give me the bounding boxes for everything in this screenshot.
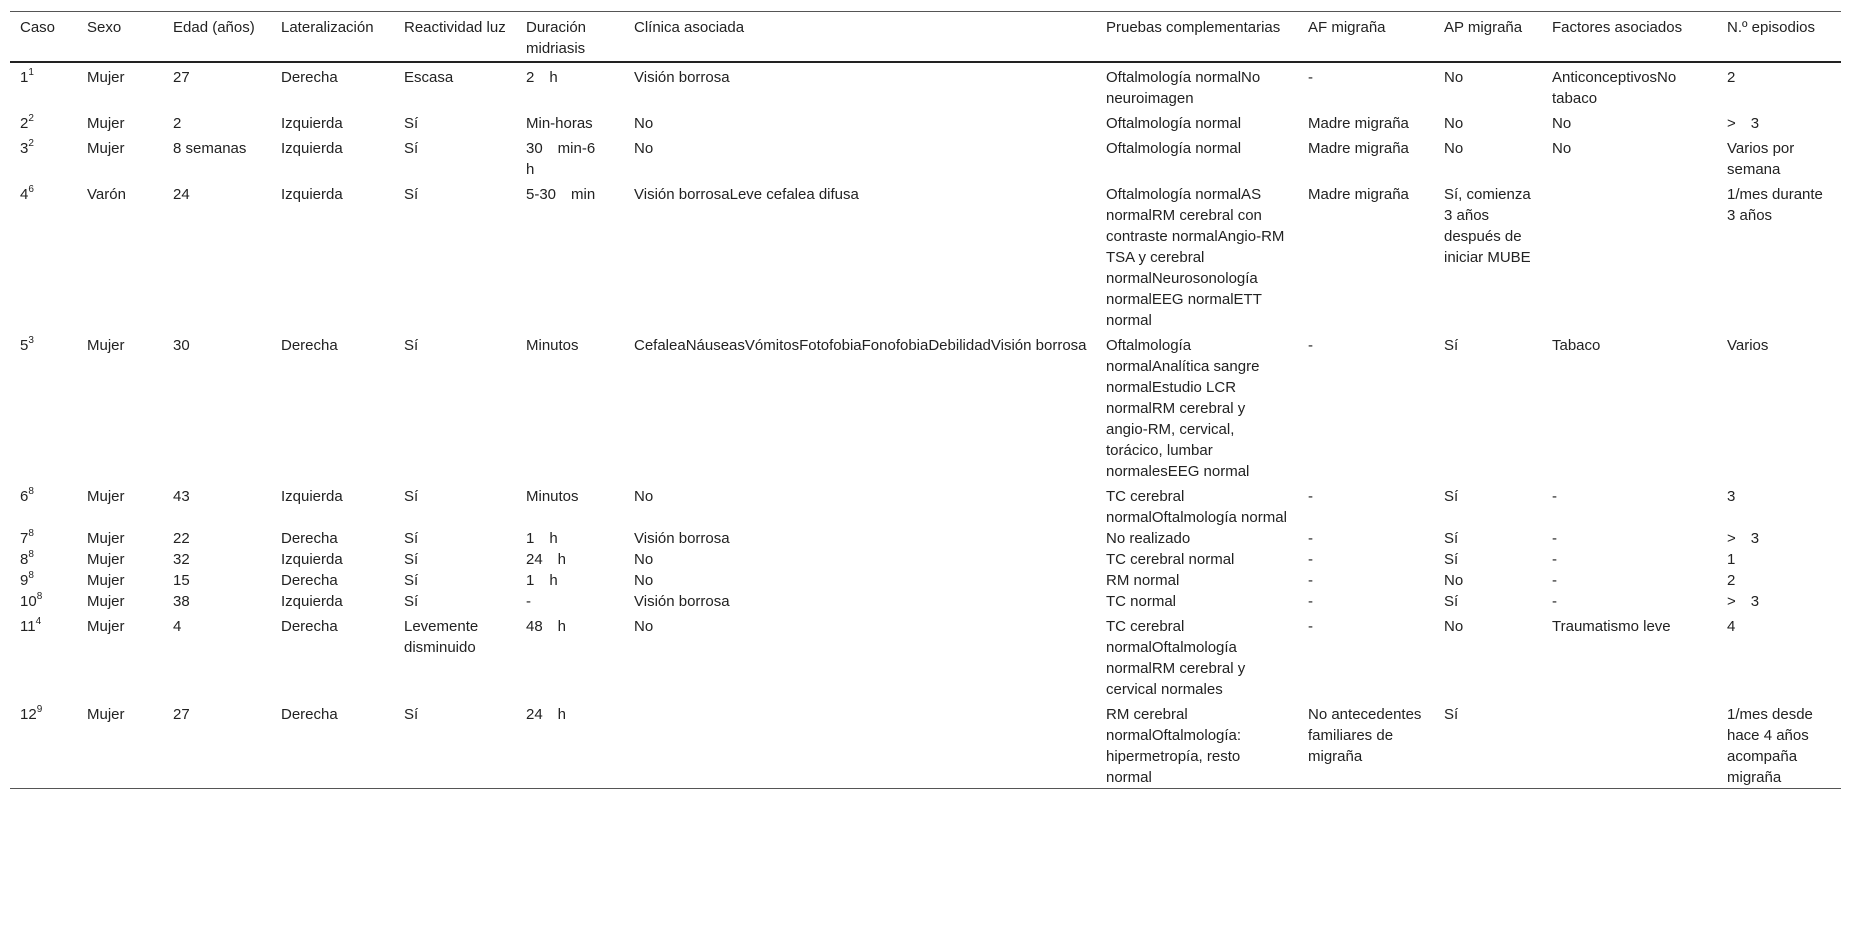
header-ap-migrana: AP migraña [1444,19,1523,36]
table-row [10,180,1841,331]
cell-edad: 8 semanas [173,140,247,157]
cell-lateralizacion: Izquierda [281,551,343,568]
table-row [10,134,1841,180]
case-number: 7 [20,530,29,547]
cell-pruebas: Oftalmología normalAS normalRM cerebral con contraste normalAngio-RM TSA y cerebral normalNeurosonología normalEEG normalETT normal [1106,186,1285,329]
header-edad: Edad (años) [173,19,255,36]
reference-superscript: 4 [35,616,42,627]
cell-sexo: Mujer [87,69,125,86]
cell-duracion: Minutos [526,488,579,505]
cell-reactividad: Sí [404,572,419,589]
cell-lateralizacion: Izquierda [281,115,343,132]
reference-superscript: 9 [36,704,43,715]
cell-duracion: 24 h [526,551,567,568]
cell-lateralizacion: Derecha [281,69,338,86]
cell-factores [1542,700,1717,789]
case-number: 6 [20,488,29,505]
cell-episodios: 1 [1727,551,1736,568]
cell-lateralizacion: Derecha [281,530,338,547]
header-pruebas: Pruebas complementarias [1106,19,1281,36]
case-number: 9 [20,572,29,589]
cell-episodios: Varios por semana [1727,140,1799,178]
header-clinica: Clínica asociada [634,19,745,36]
table-row [10,591,1841,612]
cell-pruebas: TC cerebral normalOftalmología normal [1106,488,1287,526]
header-factores: Factores asociados [1552,19,1683,36]
cell-caso [10,700,77,789]
table-row [10,612,1841,700]
cell-clinica: No [634,551,654,568]
cell-pruebas: Oftalmología normalAnalítica sangre normalEstudio LCR normalRM cerebral y angio-RM, cervical, torácico, lumbar normalesEEG normal [1106,337,1260,480]
cell-pruebas: Oftalmología normalNo neuroimagen [1106,69,1261,107]
cell-af-migrana: Madre migraña [1308,186,1409,203]
cell-reactividad: Sí [404,551,419,568]
cell-clinica: Visión borrosa [634,530,730,547]
cell-ap-migrana: Sí [1444,593,1459,610]
reference-superscript: 1 [28,67,34,78]
cell-caso [10,109,77,134]
cell-caso [10,180,77,331]
cell-pruebas: TC normal [1106,593,1177,610]
cell-caso [10,591,77,612]
cell-duracion: 5-30 min [526,186,596,203]
cell-caso [10,528,77,549]
cell-edad: 15 [173,572,190,589]
cell-edad: 4 [173,618,182,635]
cell-edad: 27 [173,69,190,86]
cell-factores: - [1552,551,1557,568]
cell-sexo: Mujer [87,530,125,547]
table-row [10,62,1841,109]
case-number: 8 [20,551,29,568]
cell-pruebas: TC cerebral normalOftalmología normalRM cerebral y cervical normales [1106,618,1246,698]
case-number: 10 [20,593,37,610]
table-row [10,528,1841,549]
cell-factores: - [1552,593,1557,610]
cell-clinica: No [634,140,654,157]
header-row [10,12,1841,63]
cell-ap-migrana: No [1444,618,1464,635]
cell-clinica: No [634,488,654,505]
cell-ap-migrana: Sí, comienza 3 años después de iniciar MUBE [1444,186,1531,266]
cell-edad: 43 [173,488,190,505]
case-number: 12 [20,706,37,723]
case-number: 5 [20,337,29,354]
cell-af-migrana: - [1308,618,1313,635]
cell-factores [1542,180,1717,331]
cell-ap-migrana: No [1444,572,1464,589]
cell-pruebas: RM normal [1106,572,1180,589]
cell-pruebas: Oftalmología normal [1106,115,1242,132]
cell-ap-migrana: No [1444,140,1464,157]
case-number: 1 [20,69,29,86]
cell-reactividad: Sí [404,140,419,157]
cell-sexo: Mujer [87,337,125,354]
reference-superscript: 8 [28,570,34,581]
cell-episodios: > 3 [1727,115,1760,132]
cell-ap-migrana: Sí [1444,337,1459,354]
cell-af-migrana: - [1308,530,1313,547]
cell-factores: Traumatismo leve [1552,618,1671,635]
cell-lateralizacion: Izquierda [281,593,343,610]
cell-sexo: Mujer [87,618,125,635]
cell-factores: Tabaco [1552,337,1601,354]
cell-episodios: Varios [1727,337,1769,354]
cell-ap-migrana: No [1444,69,1464,86]
cell-caso [10,612,77,700]
cell-factores: - [1552,572,1557,589]
cell-sexo: Mujer [87,488,125,505]
table-row [10,700,1841,789]
case-number: 2 [20,115,29,132]
cell-edad: 38 [173,593,190,610]
cell-ap-migrana: Sí [1444,530,1459,547]
cell-af-migrana: - [1308,488,1313,505]
cell-pruebas: RM cerebral normalOftalmología: hipermetropía, resto normal [1106,706,1242,786]
header-lateralizacion: Lateralización [281,19,374,36]
cell-caso [10,549,77,570]
cell-lateralizacion: Izquierda [281,140,343,157]
cell-clinica [624,700,1096,789]
cell-duracion: - [526,593,531,610]
cell-pruebas: TC cerebral normal [1106,551,1235,568]
cell-clinica: No [634,115,654,132]
cell-ap-migrana: Sí [1444,551,1459,568]
cell-af-migrana: No antecedentes familiares de migraña [1308,706,1422,765]
cell-lateralizacion: Derecha [281,572,338,589]
header-caso: Caso [20,19,56,36]
cell-caso [10,331,77,482]
cell-lateralizacion: Derecha [281,618,338,635]
header-sexo: Sexo [87,19,122,36]
cell-pruebas: No realizado [1106,530,1191,547]
cell-duracion: 1 h [526,530,558,547]
case-number: 11 [20,618,36,635]
cell-clinica: No [634,572,654,589]
cell-caso [10,570,77,591]
cell-clinica: CefaleaNáuseasVómitosFotofobiaFonofobiaDebilidadVisión borrosa [634,337,1087,354]
table-body [10,62,1841,789]
case-number: 4 [20,186,29,203]
cell-lateralizacion: Izquierda [281,186,343,203]
cell-clinica: No [634,618,654,635]
cell-sexo: Mujer [87,572,125,589]
cell-episodios: 2 [1727,69,1736,86]
cell-episodios: 2 [1727,572,1736,589]
cell-clinica: Visión borrosa [634,593,730,610]
cell-reactividad: Sí [404,530,419,547]
cell-edad: 22 [173,530,190,547]
cell-ap-migrana: Sí [1444,706,1459,723]
cell-sexo: Mujer [87,593,125,610]
cell-reactividad: Escasa [404,69,454,86]
cell-duracion: Minutos [526,337,579,354]
cell-duracion: 24 h [526,706,567,723]
cell-duracion: 30 min-6 h [526,140,611,178]
cell-factores: No [1552,140,1572,157]
reference-superscript: 8 [28,528,34,539]
header-reactividad: Reactividad luz [404,19,506,36]
reference-superscript: 8 [28,486,34,497]
table-row [10,549,1841,570]
cell-duracion: Min-horas [526,115,593,132]
cell-reactividad: Sí [404,593,419,610]
cell-edad: 27 [173,706,190,723]
cell-af-migrana: - [1308,551,1313,568]
case-number: 3 [20,140,29,157]
header-duracion: Duración midriasis [526,19,587,57]
cell-edad: 24 [173,186,190,203]
cell-sexo: Mujer [87,706,125,723]
cell-edad: 30 [173,337,190,354]
cell-reactividad: Levemente disminuido [404,618,479,656]
table-header [10,12,1841,63]
cell-factores: - [1552,530,1557,547]
header-episodios: N.º episodios [1727,19,1816,36]
cell-factores: AnticonceptivosNo tabaco [1552,69,1677,107]
cell-af-migrana: Madre migraña [1308,140,1409,157]
cell-af-migrana: - [1308,337,1313,354]
cell-edad: 32 [173,551,190,568]
reference-superscript: 3 [28,335,34,346]
cell-sexo: Mujer [87,115,125,132]
cell-caso [10,482,77,528]
cell-ap-migrana: No [1444,115,1464,132]
cell-lateralizacion: Derecha [281,706,338,723]
case-table-container [10,11,1841,789]
cell-episodios: > 3 [1727,593,1760,610]
cell-lateralizacion: Izquierda [281,488,343,505]
cell-pruebas: Oftalmología normal [1106,140,1242,157]
cell-episodios: > 3 [1727,530,1760,547]
cell-duracion: 2 h [526,69,558,86]
cell-duracion: 1 h [526,572,558,589]
cell-factores: - [1552,488,1557,505]
cell-af-migrana: - [1308,69,1313,86]
cell-af-migrana: - [1308,593,1313,610]
reference-superscript: 2 [28,113,34,124]
table-row [10,570,1841,591]
cell-edad: 2 [173,115,182,132]
cell-af-migrana: Madre migraña [1308,115,1409,132]
cell-clinica: Visión borrosa [634,69,730,86]
cell-sexo: Varón [87,186,126,203]
cell-caso [10,62,77,109]
table-row [10,482,1841,528]
reference-superscript: 8 [28,549,34,560]
table-row [10,109,1841,134]
reference-superscript: 2 [28,138,34,149]
cell-reactividad: Sí [404,186,419,203]
table-row [10,331,1841,482]
cell-caso [10,134,77,180]
cell-sexo: Mujer [87,551,125,568]
cell-af-migrana: - [1308,572,1313,589]
case-table [10,11,1841,789]
cell-reactividad: Sí [404,337,419,354]
cell-ap-migrana: Sí [1444,488,1459,505]
cell-clinica: Visión borrosaLeve cefalea difusa [634,186,859,203]
header-af-migrana: AF migraña [1308,19,1386,36]
cell-duracion: 48 h [526,618,567,635]
cell-lateralizacion: Derecha [281,337,338,354]
cell-episodios: 3 [1727,488,1736,505]
cell-reactividad: Sí [404,115,419,132]
reference-superscript: 8 [36,591,43,602]
cell-episodios: 1/mes desde hace 4 años acompaña migraña [1727,706,1818,786]
cell-factores: No [1552,115,1572,132]
cell-episodios: 1/mes durante 3 años [1727,186,1828,224]
reference-superscript: 6 [28,184,34,195]
cell-sexo: Mujer [87,140,125,157]
cell-reactividad: Sí [404,488,419,505]
cell-reactividad: Sí [404,706,419,723]
cell-episodios: 4 [1727,618,1736,635]
